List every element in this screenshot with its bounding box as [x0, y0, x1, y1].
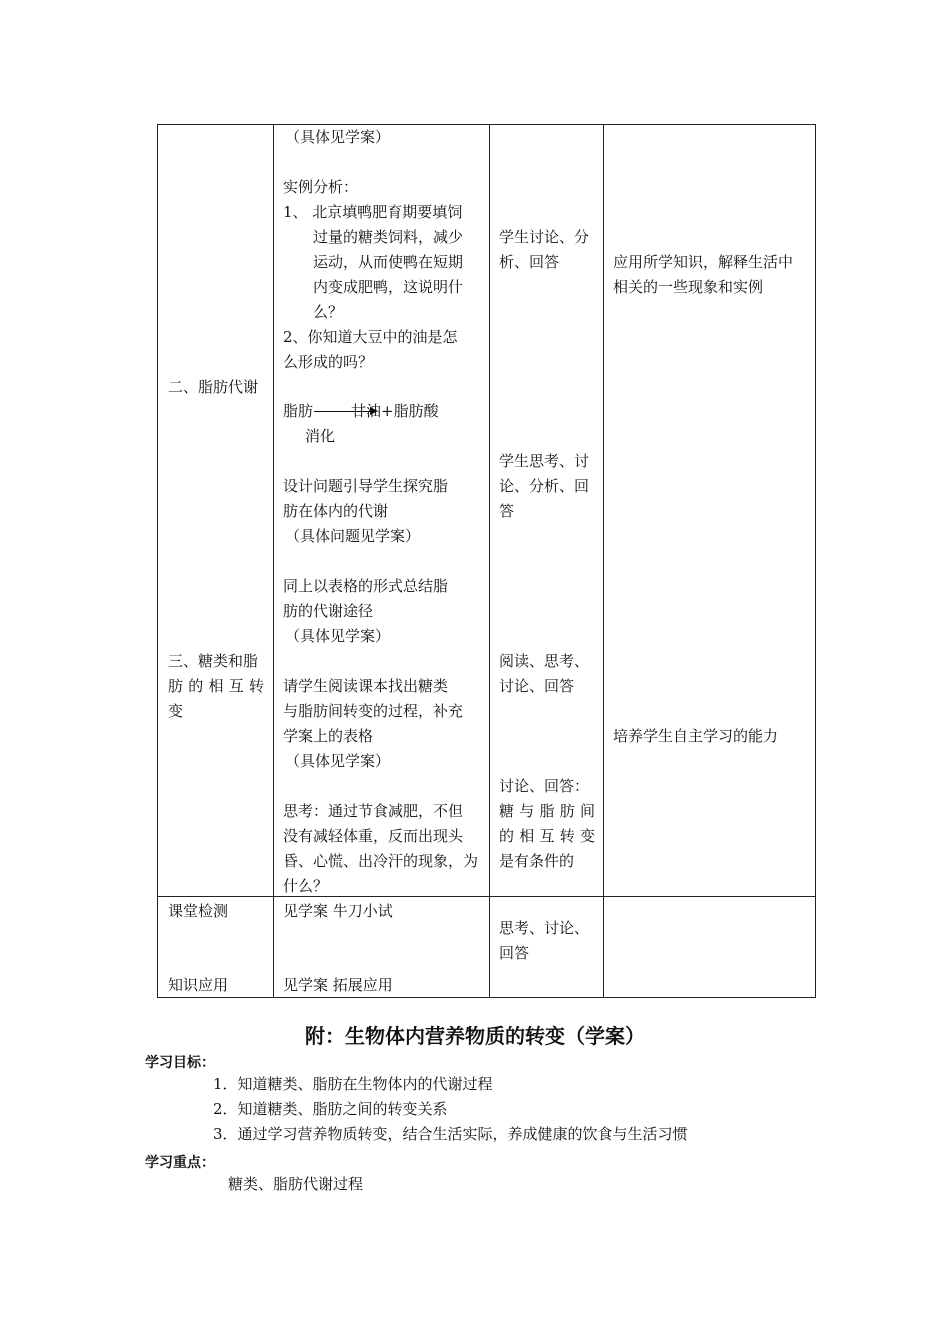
teacher-activity-line: 请学生阅读课本找出糖类 — [283, 677, 449, 695]
classroom-test-content: 见学案 牛刀小试 — [283, 902, 393, 920]
teacher-activity-line: 2、你知道大豆中的油是怎 — [283, 328, 458, 346]
student-activity-line: 学生思考、讨 — [499, 452, 590, 470]
focus-heading: 学习重点： — [145, 1155, 215, 1171]
section-mutual-conversion: 变 — [168, 702, 184, 720]
teacher-activity-line: 昏、心慌、出冷汗的现象，为 — [283, 852, 479, 870]
column-divider — [603, 125, 604, 997]
design-intent-line: 应用所学知识，解释生活中 — [613, 253, 794, 271]
teacher-activity-line: 过量的糖类饲料，减少 — [313, 228, 464, 246]
equation-label-digestion: 消化 — [305, 427, 336, 445]
student-activity-line: 思考、讨论、 — [499, 919, 590, 937]
teacher-activity-line: 思考：通过节食减肥，不但 — [283, 802, 464, 820]
section-mutual-conversion: 三、糖类和脂 — [168, 652, 259, 670]
student-activity-line: 的相互转变 — [499, 827, 595, 845]
equation-products: 甘油+脂肪酸 — [351, 402, 439, 420]
student-activity-line: 讨论、回答 — [499, 677, 575, 695]
teacher-activity-line: 没有减轻体重，反而出现头 — [283, 827, 464, 845]
teacher-activity-line: （具体见学案） — [285, 128, 391, 146]
goal-item: 3．通过学习营养物质转变，结合生活实际，养成健康的饮食与生活习惯 — [213, 1125, 688, 1143]
focus-item: 糖类、脂肪代谢过程 — [228, 1175, 364, 1193]
section-mutual-conversion: 肪的相互转 — [168, 677, 264, 695]
teacher-activity-line: 肪在体内的代谢 — [283, 502, 389, 520]
teacher-activity-line: 与脂肪间转变的过程，补充 — [283, 702, 464, 720]
teacher-activity-line: 什么？ — [283, 877, 329, 895]
section-knowledge-application: 知识应用 — [168, 976, 229, 994]
teacher-activity-line: （具体见学案） — [285, 627, 391, 645]
student-activity-line: 论、分析、回 — [499, 477, 590, 495]
goal-item: 2．知道糖类、脂肪之间的转变关系 — [213, 1100, 448, 1118]
section-fat-metabolism: 二、脂肪代谢 — [168, 378, 259, 396]
student-activity-line: 糖与脂肪间 — [499, 802, 595, 820]
teacher-activity-line: 1、 北京填鸭肥育期要填饲 — [283, 203, 463, 221]
teacher-activity-line: 么？ — [313, 303, 344, 321]
student-activity-line: 回答 — [499, 944, 530, 962]
teacher-activity-line: 实例分析： — [283, 178, 359, 196]
goals-heading: 学习目标： — [145, 1055, 215, 1071]
student-activity-line: 学生讨论、分 — [499, 228, 590, 246]
student-activity-line: 答 — [499, 502, 515, 520]
teacher-activity-line: 么形成的吗？ — [283, 353, 374, 371]
column-divider — [489, 125, 490, 997]
knowledge-application-content: 见学案 拓展应用 — [283, 976, 393, 994]
section-classroom-test: 课堂检测 — [168, 902, 229, 920]
lesson-plan-table — [157, 124, 816, 998]
design-intent-line: 相关的一些现象和实例 — [613, 278, 764, 296]
column-divider — [273, 125, 274, 997]
student-activity-line: 析、回答 — [499, 253, 560, 271]
teacher-activity-line: 设计问题引导学生探究脂 — [283, 477, 449, 495]
equation-fat: 脂肪 — [283, 402, 314, 420]
teacher-activity-line: （具体问题见学案） — [285, 527, 421, 545]
row-divider — [158, 896, 815, 897]
student-activity-line: 讨论、回答： — [499, 777, 590, 795]
teacher-activity-line: 运动，从而使鸭在短期 — [313, 253, 464, 271]
design-intent-line: 培养学生自主学习的能力 — [613, 727, 779, 745]
goal-item: 1．知道糖类、脂肪在生物体内的代谢过程 — [213, 1075, 493, 1093]
student-activity-line: 阅读、思考、 — [499, 652, 590, 670]
teacher-activity-line: 学案上的表格 — [283, 727, 374, 745]
teacher-activity-line: （具体见学案） — [285, 752, 391, 770]
appendix-title: 附：生物体内营养物质的转变（学案） — [305, 1024, 645, 1048]
teacher-activity-line: 肪的代谢途径 — [283, 602, 374, 620]
student-activity-line: 是有条件的 — [499, 852, 575, 870]
teacher-activity-line: 内变成肥鸭，这说明什 — [313, 278, 464, 296]
teacher-activity-line: 同上以表格的形式总结脂 — [283, 577, 449, 595]
